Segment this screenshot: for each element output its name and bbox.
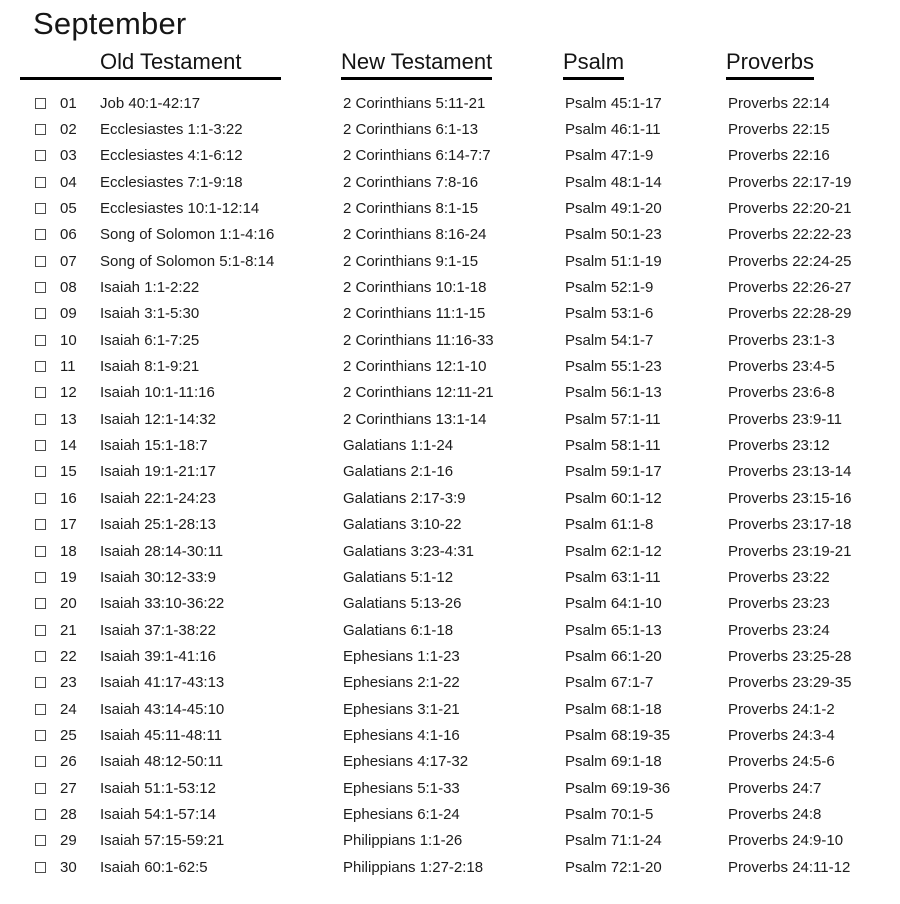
new-testament-reading: Ephesians 4:17-32 (343, 753, 469, 771)
day-number: 20 (60, 595, 77, 613)
old-testament-reading: Ecclesiastes 4:1-6:12 (100, 147, 243, 165)
day-number: 27 (60, 779, 77, 797)
proverbs-reading: Proverbs 23:24 (728, 621, 830, 639)
psalm-reading: Psalm 64:1-10 (565, 595, 662, 613)
proverbs-reading: Proverbs 23:15-16 (728, 489, 852, 507)
proverbs-reading: Proverbs 23:9-11 (728, 410, 842, 428)
day-number: 19 (60, 568, 77, 586)
new-testament-reading: 2 Corinthians 9:1-15 (343, 252, 479, 270)
day-checkbox[interactable] (35, 519, 46, 530)
proverbs-reading: Proverbs 23:25-28 (728, 647, 852, 665)
new-testament-reading: 2 Corinthians 12:11-21 (343, 384, 494, 402)
new-testament-reading: Galatians 5:13-26 (343, 595, 462, 613)
new-testament-reading: Galatians 5:1-12 (343, 568, 454, 586)
old-testament-reading: Isaiah 45:11-48:11 (100, 726, 223, 744)
day-checkbox[interactable] (35, 466, 46, 477)
checkbox-cell (20, 809, 58, 820)
psalm-reading: Psalm 47:1-9 (565, 147, 654, 165)
new-testament-reading: Galatians 1:1-24 (343, 437, 454, 455)
psalm-reading: Psalm 71:1-24 (565, 832, 662, 850)
checkbox-cell (20, 361, 58, 372)
proverbs-reading: Proverbs 23:23 (728, 595, 830, 613)
day-number: 03 (60, 147, 77, 165)
checkbox-cell (20, 150, 58, 161)
psalm-reading: Psalm 68:19-35 (565, 726, 671, 744)
proverbs-reading: Proverbs 22:20-21 (728, 200, 852, 218)
old-testament-reading: Isaiah 28:14-30:11 (100, 542, 224, 560)
table-row (20, 670, 880, 696)
psalm-reading: Psalm 72:1-20 (565, 858, 662, 876)
old-testament-reading: Isaiah 43:14-45:10 (100, 700, 225, 718)
day-checkbox[interactable] (35, 256, 46, 267)
new-testament-reading: 2 Corinthians 8:16-24 (343, 226, 487, 244)
psalm-reading: Psalm 45:1-17 (565, 94, 662, 112)
psalm-reading: Psalm 46:1-11 (565, 121, 661, 139)
table-row (20, 512, 880, 538)
day-number: 30 (60, 858, 77, 876)
day-checkbox[interactable] (35, 440, 46, 451)
day-checkbox[interactable] (35, 546, 46, 557)
day-number: 26 (60, 753, 77, 771)
reading-table (20, 46, 880, 880)
new-testament-reading: 2 Corinthians 12:1-10 (343, 358, 487, 376)
checkbox-cell (20, 98, 58, 109)
psalm-reading: Psalm 62:1-12 (565, 542, 662, 560)
day-checkbox[interactable] (35, 308, 46, 319)
psalm-reading: Psalm 63:1-11 (565, 568, 661, 586)
psalm-reading: Psalm 65:1-13 (565, 621, 662, 639)
day-checkbox[interactable] (35, 124, 46, 135)
day-number: 15 (60, 463, 77, 481)
checkbox-cell (20, 572, 58, 583)
proverbs-reading: Proverbs 22:15 (728, 121, 830, 139)
day-checkbox[interactable] (35, 98, 46, 109)
old-testament-reading: Isaiah 33:10-36:22 (100, 595, 225, 613)
table-row (20, 538, 880, 564)
proverbs-reading: Proverbs 23:22 (728, 568, 830, 586)
old-testament-reading: Isaiah 37:1-38:22 (100, 621, 216, 639)
psalm-reading: Psalm 67:1-7 (565, 674, 654, 692)
psalm-reading: Psalm 66:1-20 (565, 647, 662, 665)
proverbs-reading: Proverbs 22:26-27 (728, 279, 852, 297)
checkbox-cell (20, 862, 58, 873)
day-checkbox[interactable] (35, 783, 46, 794)
day-checkbox[interactable] (35, 704, 46, 715)
checkbox-cell (20, 625, 58, 636)
day-number: 24 (60, 700, 77, 718)
psalm-reading: Psalm 53:1-6 (565, 305, 654, 323)
psalm-reading: Psalm 60:1-12 (565, 489, 662, 507)
psalm-reading: Psalm 61:1-8 (565, 516, 654, 534)
proverbs-reading: Proverbs 24:3-4 (728, 726, 835, 744)
day-number: 22 (60, 647, 77, 665)
proverbs-reading: Proverbs 24:11-12 (728, 858, 851, 876)
new-testament-reading: 2 Corinthians 11:1-15 (343, 305, 486, 323)
proverbs-reading: Proverbs 24:8 (728, 805, 822, 823)
checkbox-cell (20, 651, 58, 662)
psalm-reading: Psalm 69:1-18 (565, 753, 662, 771)
old-testament-reading: Job 40:1-42:17 (100, 94, 201, 112)
old-testament-reading: Isaiah 54:1-57:14 (100, 805, 216, 823)
psalm-reading: Psalm 69:19-36 (565, 779, 671, 797)
day-number: 23 (60, 674, 77, 692)
table-row (20, 248, 880, 274)
table-row (20, 327, 880, 353)
checkbox-cell (20, 414, 58, 425)
psalm-reading: Psalm 51:1-19 (565, 252, 662, 270)
checkbox-cell (20, 229, 58, 240)
old-testament-reading: Isaiah 41:17-43:13 (100, 674, 225, 692)
day-checkbox[interactable] (35, 387, 46, 398)
new-testament-reading: Ephesians 6:1-24 (343, 805, 460, 823)
table-row (20, 643, 880, 669)
old-testament-reading: Ecclesiastes 7:1-9:18 (100, 173, 243, 191)
proverbs-reading: Proverbs 22:22-23 (728, 226, 852, 244)
psalm-reading: Psalm 50:1-23 (565, 226, 662, 244)
day-checkbox[interactable] (35, 335, 46, 346)
day-number: 25 (60, 726, 77, 744)
day-number: 08 (60, 279, 77, 297)
reading-table-body (20, 90, 880, 880)
table-row (20, 406, 880, 432)
day-checkbox[interactable] (35, 361, 46, 372)
old-testament-reading: Isaiah 25:1-28:13 (100, 516, 216, 534)
day-number: 07 (60, 252, 77, 270)
table-row (20, 485, 880, 511)
day-checkbox[interactable] (35, 572, 46, 583)
checkbox-cell (20, 704, 58, 715)
checkbox-cell (20, 493, 58, 504)
table-row (20, 801, 880, 827)
day-checkbox[interactable] (35, 625, 46, 636)
new-testament-reading: Galatians 3:10-22 (343, 516, 462, 534)
checkbox-cell (20, 387, 58, 398)
table-row (20, 195, 880, 221)
day-number: 17 (60, 516, 77, 534)
new-testament-reading: 2 Corinthians 6:1-13 (343, 121, 479, 139)
old-testament-reading: Isaiah 57:15-59:21 (100, 832, 225, 850)
table-row (20, 301, 880, 327)
checkbox-cell (20, 677, 58, 688)
proverbs-reading: Proverbs 23:1-3 (728, 331, 835, 349)
checkbox-cell (20, 308, 58, 319)
day-checkbox[interactable] (35, 493, 46, 504)
day-checkbox[interactable] (35, 835, 46, 846)
day-checkbox[interactable] (35, 730, 46, 741)
psalm-reading: Psalm 54:1-7 (565, 331, 654, 349)
table-row (20, 696, 880, 722)
proverbs-reading: Proverbs 24:9-10 (728, 832, 844, 850)
column-header-new-testament: New Testament (341, 49, 563, 80)
new-testament-reading: Galatians 2:17-3:9 (343, 489, 466, 507)
day-number: 16 (60, 489, 77, 507)
proverbs-reading: Proverbs 23:17-18 (728, 516, 852, 534)
day-number: 13 (60, 410, 77, 428)
day-number: 06 (60, 226, 77, 244)
day-checkbox[interactable] (35, 809, 46, 820)
day-number: 02 (60, 121, 77, 139)
proverbs-reading: Proverbs 22:14 (728, 94, 830, 112)
day-checkbox[interactable] (35, 862, 46, 873)
old-testament-reading: Isaiah 19:1-21:17 (100, 463, 216, 481)
new-testament-reading: 2 Corinthians 10:1-18 (343, 279, 487, 297)
day-number: 09 (60, 305, 77, 323)
new-testament-reading: Ephesians 4:1-16 (343, 726, 460, 744)
proverbs-reading: Proverbs 24:5-6 (728, 753, 835, 771)
table-row (20, 222, 880, 248)
checkbox-cell (20, 756, 58, 767)
table-row (20, 854, 880, 880)
checkbox-cell (20, 466, 58, 477)
old-testament-reading: Song of Solomon 5:1-8:14 (100, 252, 275, 270)
day-number: 10 (60, 331, 77, 349)
table-row (20, 90, 880, 116)
checkbox-cell (20, 203, 58, 214)
proverbs-reading: Proverbs 23:4-5 (728, 358, 835, 376)
column-header-old-testament: Old Testament (20, 50, 341, 80)
old-testament-reading: Ecclesiastes 1:1-3:22 (100, 121, 243, 139)
day-number: 05 (60, 200, 77, 218)
old-testament-reading: Isaiah 60:1-62:5 (100, 858, 208, 876)
column-header-psalm: Psalm (563, 49, 726, 80)
day-checkbox[interactable] (35, 414, 46, 425)
table-header-row (20, 46, 880, 80)
new-testament-reading: Galatians 6:1-18 (343, 621, 454, 639)
old-testament-reading: Isaiah 3:1-5:30 (100, 305, 200, 323)
day-checkbox[interactable] (35, 598, 46, 609)
new-testament-reading: Ephesians 1:1-23 (343, 647, 460, 665)
page-title: September (33, 6, 187, 41)
checkbox-cell (20, 440, 58, 451)
table-row (20, 274, 880, 300)
table-row (20, 722, 880, 748)
new-testament-reading: 2 Corinthians 7:8-16 (343, 173, 479, 191)
day-number: 04 (60, 173, 77, 191)
checkbox-cell (20, 256, 58, 267)
day-checkbox[interactable] (35, 203, 46, 214)
psalm-reading: Psalm 68:1-18 (565, 700, 662, 718)
new-testament-reading: Ephesians 2:1-22 (343, 674, 460, 692)
new-testament-reading: Ephesians 5:1-33 (343, 779, 460, 797)
old-testament-reading: Ecclesiastes 10:1-12:14 (100, 200, 260, 218)
proverbs-reading: Proverbs 22:24-25 (728, 252, 852, 270)
new-testament-reading: 2 Corinthians 13:1-14 (343, 410, 487, 428)
psalm-reading: Psalm 57:1-11 (565, 410, 661, 428)
psalm-reading: Psalm 55:1-23 (565, 358, 662, 376)
day-checkbox[interactable] (35, 677, 46, 688)
day-checkbox[interactable] (35, 229, 46, 240)
psalm-reading: Psalm 70:1-5 (565, 805, 654, 823)
old-testament-reading: Isaiah 10:1-11:16 (100, 384, 215, 402)
proverbs-reading: Proverbs 22:17-19 (728, 173, 852, 191)
table-row (20, 564, 880, 590)
proverbs-reading: Proverbs 23:13-14 (728, 463, 852, 481)
day-number: 28 (60, 805, 77, 823)
proverbs-reading: Proverbs 22:28-29 (728, 305, 852, 323)
checkbox-cell (20, 598, 58, 609)
proverbs-reading: Proverbs 23:29-35 (728, 674, 852, 692)
old-testament-reading: Isaiah 48:12-50:11 (100, 753, 224, 771)
checkbox-cell (20, 282, 58, 293)
new-testament-reading: Ephesians 3:1-21 (343, 700, 460, 718)
table-row (20, 775, 880, 801)
old-testament-reading: Isaiah 22:1-24:23 (100, 489, 216, 507)
old-testament-reading: Isaiah 15:1-18:7 (100, 437, 208, 455)
checkbox-cell (20, 835, 58, 846)
table-row (20, 749, 880, 775)
column-header-proverbs: Proverbs (726, 49, 880, 80)
new-testament-reading: Galatians 2:1-16 (343, 463, 454, 481)
checkbox-cell (20, 546, 58, 557)
day-checkbox[interactable] (35, 756, 46, 767)
old-testament-reading: Isaiah 30:12-33:9 (100, 568, 216, 586)
psalm-reading: Psalm 58:1-11 (565, 437, 661, 455)
day-number: 11 (60, 358, 76, 376)
day-number: 12 (60, 384, 77, 402)
proverbs-reading: Proverbs 23:6-8 (728, 384, 835, 402)
old-testament-reading: Song of Solomon 1:1-4:16 (100, 226, 275, 244)
table-row (20, 380, 880, 406)
table-row (20, 591, 880, 617)
day-checkbox[interactable] (35, 282, 46, 293)
proverbs-reading: Proverbs 23:19-21 (728, 542, 852, 560)
proverbs-reading: Proverbs 23:12 (728, 437, 830, 455)
new-testament-reading: Galatians 3:23-4:31 (343, 542, 474, 560)
proverbs-reading: Proverbs 22:16 (728, 147, 830, 165)
table-row (20, 169, 880, 195)
psalm-reading: Psalm 52:1-9 (565, 279, 654, 297)
new-testament-reading: 2 Corinthians 11:16-33 (343, 331, 494, 349)
day-number: 18 (60, 542, 77, 560)
day-checkbox[interactable] (35, 177, 46, 188)
checkbox-cell (20, 519, 58, 530)
day-number: 01 (60, 94, 77, 112)
table-row (20, 828, 880, 854)
day-number: 14 (60, 437, 77, 455)
psalm-reading: Psalm 49:1-20 (565, 200, 662, 218)
table-row (20, 617, 880, 643)
day-checkbox[interactable] (35, 651, 46, 662)
table-row (20, 116, 880, 142)
table-row (20, 353, 880, 379)
day-number: 21 (60, 621, 77, 639)
table-row (20, 143, 880, 169)
old-testament-reading: Isaiah 51:1-53:12 (100, 779, 216, 797)
checkbox-cell (20, 124, 58, 135)
new-testament-reading: 2 Corinthians 6:14-7:7 (343, 147, 491, 165)
day-number: 29 (60, 832, 77, 850)
new-testament-reading: 2 Corinthians 5:11-21 (343, 94, 486, 112)
psalm-reading: Psalm 59:1-17 (565, 463, 662, 481)
old-testament-reading: Isaiah 1:1-2:22 (100, 279, 200, 297)
old-testament-reading: Isaiah 39:1-41:16 (100, 647, 216, 665)
old-testament-reading: Isaiah 12:1-14:32 (100, 410, 216, 428)
checkbox-cell (20, 730, 58, 741)
old-testament-reading: Isaiah 6:1-7:25 (100, 331, 200, 349)
checkbox-cell (20, 783, 58, 794)
proverbs-reading: Proverbs 24:1-2 (728, 700, 835, 718)
checkbox-cell (20, 177, 58, 188)
new-testament-reading: 2 Corinthians 8:1-15 (343, 200, 479, 218)
new-testament-reading: Philippians 1:1-26 (343, 832, 463, 850)
psalm-reading: Psalm 48:1-14 (565, 173, 662, 191)
checkbox-cell (20, 335, 58, 346)
new-testament-reading: Philippians 1:27-2:18 (343, 858, 484, 876)
psalm-reading: Psalm 56:1-13 (565, 384, 662, 402)
proverbs-reading: Proverbs 24:7 (728, 779, 822, 797)
day-checkbox[interactable] (35, 150, 46, 161)
table-row (20, 459, 880, 485)
table-row (20, 432, 880, 458)
old-testament-reading: Isaiah 8:1-9:21 (100, 358, 200, 376)
